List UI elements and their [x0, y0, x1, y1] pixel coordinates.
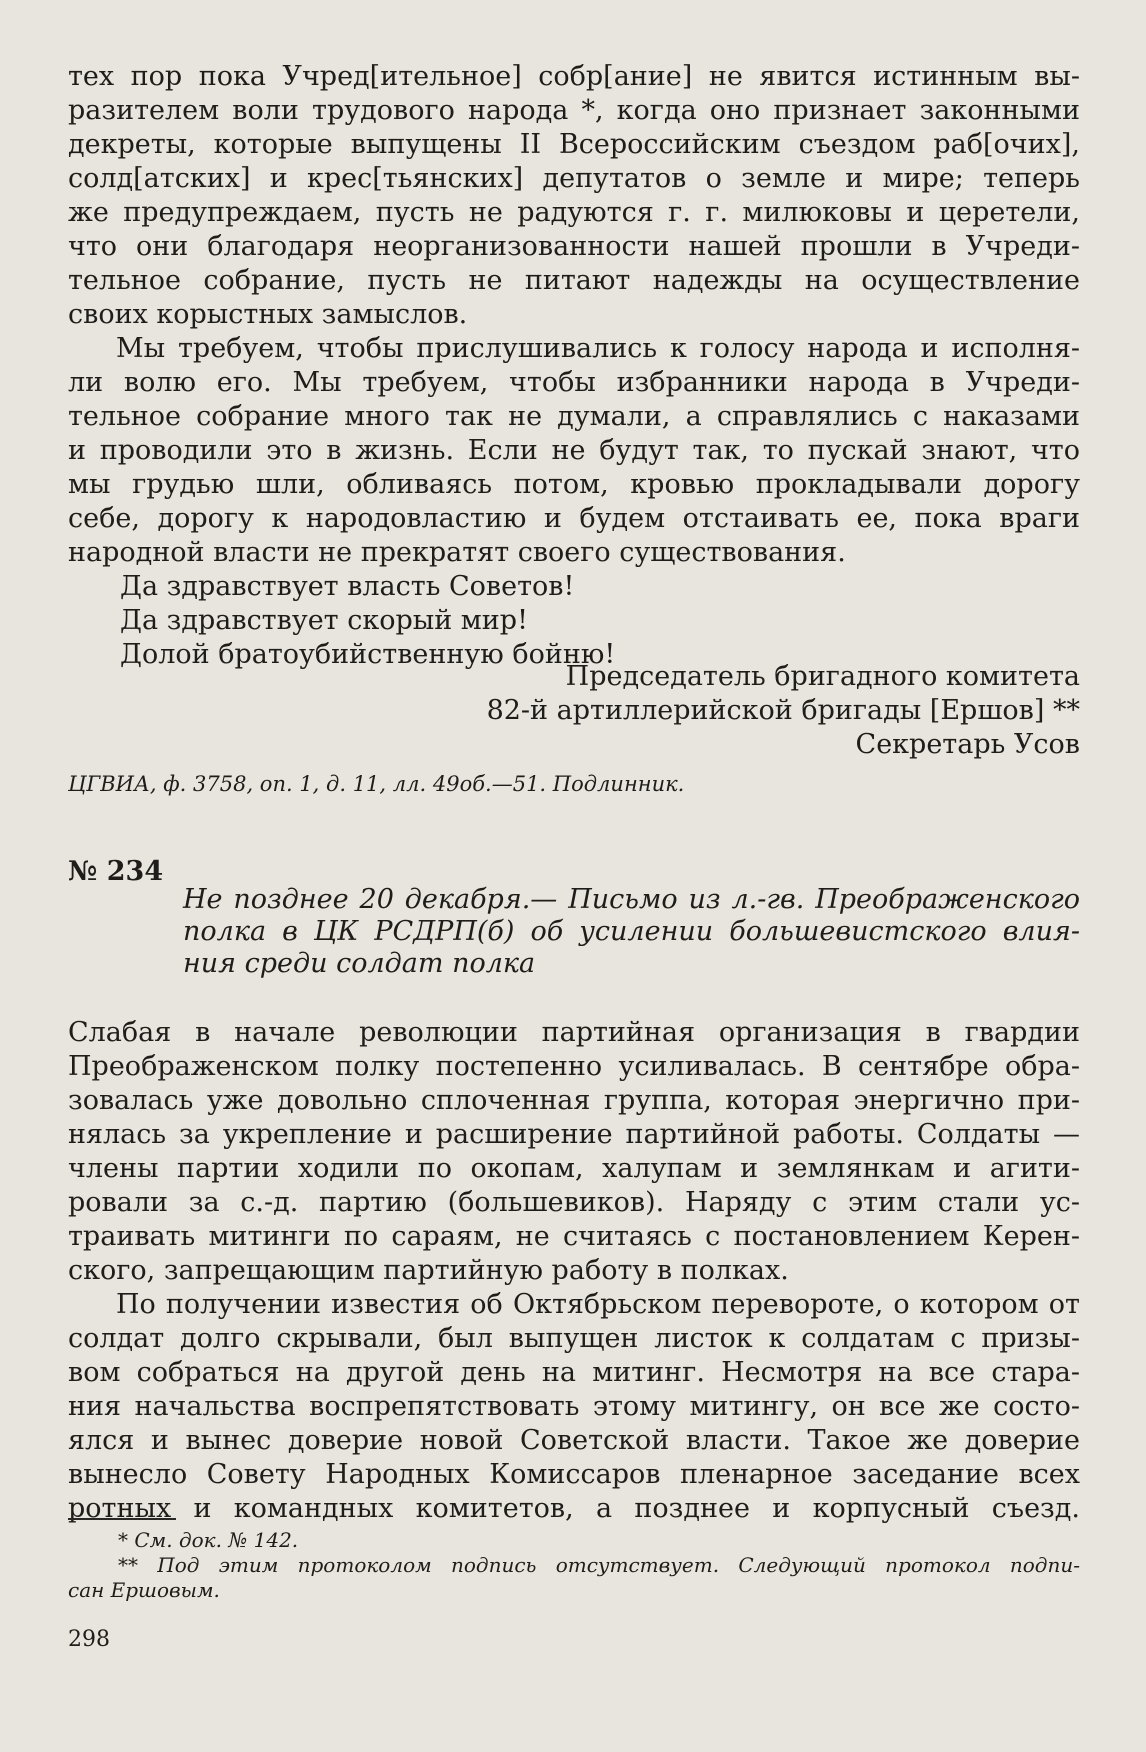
paragraph-revolution-news [68, 1288, 1080, 1526]
text-line: Слабая в начале революции партийная организация в гвардии [68, 1017, 1080, 1048]
paragraph-organization [68, 1016, 1080, 1288]
text-line: народной власти не прекратят своего существования. [68, 537, 846, 568]
text-line: декреты, которые выпущены II Всероссийским съездом раб[очих], [68, 129, 1080, 160]
source-citation: ЦГВИА, ф. 3758, оп. 1, д. 11, лл. 49об.—51. Подлинник. [68, 772, 685, 796]
text-line: что они благодаря неорганизованности нашей прошли в Учреди- [68, 231, 1080, 262]
continued-letter-text [68, 60, 1080, 672]
text-line: ского, запрещающим партийную работу в полках. [68, 1255, 789, 1286]
text-line: зовалась уже довольно сплоченная группа, которая энергично при- [68, 1085, 1080, 1116]
footnote: * См. док. № 142. [118, 1528, 299, 1552]
text-line: Преображенском полку постепенно усиливалась. В сентябре обра- [68, 1051, 1080, 1082]
text-line: вынесло Совету Народных Комиссаров пленарное заседание всех [68, 1459, 1080, 1490]
text-line: разителем воли трудового народа *, когда оно признает законными [68, 95, 1080, 126]
text-line: члены партии ходили по окопам, халупам и землянкам и агити- [68, 1153, 1080, 1184]
text-line: ялся и вынес доверие новой Советской власти. Такое же доверие [68, 1425, 1080, 1456]
document-number: № 234 [68, 856, 164, 887]
signature-block [68, 660, 1080, 762]
page-number: 298 [68, 1627, 110, 1652]
footnote-continuation: сан Ершовым. [68, 1578, 220, 1602]
text-line: нялась за укрепление и расширение партийной работы. Солдаты — [68, 1119, 1080, 1150]
slogan-line: Долой братоубийственную бойню! [120, 639, 616, 670]
document-heading [183, 884, 1080, 980]
text-line: солд[атских] и крес[тьянских] депутатов о земле и мире; теперь [68, 163, 1080, 194]
text-line: солдат долго скрывали, был выпущен листок к солдатам с призы- [68, 1323, 1080, 1354]
text-line: же предупреждаем, пусть не радуются г. г. милюковы и церетели, [68, 197, 1080, 228]
text-line: По получении известия об Октябрьском перевороте, о котором от [116, 1289, 1080, 1320]
text-line: ния начальства воспрепятствовать этому митингу, он все же состо- [68, 1391, 1080, 1422]
text-line: тельное собрание, пусть не питают надежды на осуществление [68, 265, 1080, 296]
heading-line: Не позднее 20 декабря.— Письмо из л.-гв. Преображенского [183, 884, 1080, 915]
slogans [68, 570, 1080, 672]
text-line: ли волю его. Мы требуем, чтобы избранники народа в Учреди- [68, 367, 1080, 398]
text-line: тех пор пока Учред[ительное] собр[ание] не явится истинным вы- [68, 61, 1080, 92]
paragraph-demands [68, 332, 1080, 570]
text-line: ровали за с.-д. партию (большевиков). Наряду с этим стали ус- [68, 1187, 1080, 1218]
heading-line: полка в ЦК РСДРП(б) об усилении большевистского влия- [183, 916, 1080, 947]
text-line: мы грудью шли, обливаясь потом, кровью прокладывали дорогу [68, 469, 1080, 500]
slogan-line: Да здравствует скорый мир! [120, 605, 528, 636]
text-line: вом собраться на другой день на митинг. Несмотря на все стара- [68, 1357, 1080, 1388]
text-line: себе, дорогу к народовластию и будем отстаивать ее, пока враги [68, 503, 1080, 534]
text-line: траивать митинги по сараям, не считаясь с постановлением Керен- [68, 1221, 1080, 1252]
signature-line: Секретарь Усов [855, 729, 1080, 760]
text-line: ротных и командных комитетов, а позднее и корпусный съезд. [68, 1493, 1080, 1524]
slogan-line: Да здравствует власть Советов! [120, 571, 575, 602]
signature-line: 82-й артиллерийской бригады [Ершов] ** [486, 695, 1080, 726]
footnote: ** Под этим протоколом подпись отсутствует. Следующий протокол подпи- [118, 1553, 1080, 1577]
footnote-divider [68, 1518, 176, 1520]
heading-line: ния среди солдат полка [183, 948, 536, 979]
text-line: Мы требуем, чтобы прислушивались к голосу народа и исполня- [116, 333, 1080, 364]
text-line: тельное собрание много так не думали, а справлялись с наказами [68, 401, 1080, 432]
footnotes [68, 1528, 1080, 1603]
text-line: своих корыстных замыслов. [68, 299, 468, 330]
archive-source [68, 770, 1080, 798]
document-body [68, 1016, 1080, 1526]
text-line: и проводили это в жизнь. Если не будут так, то пускай знают, что [68, 435, 1080, 466]
paragraph-continued [68, 60, 1080, 332]
signature-line: Председатель бригадного комитета [565, 661, 1080, 692]
